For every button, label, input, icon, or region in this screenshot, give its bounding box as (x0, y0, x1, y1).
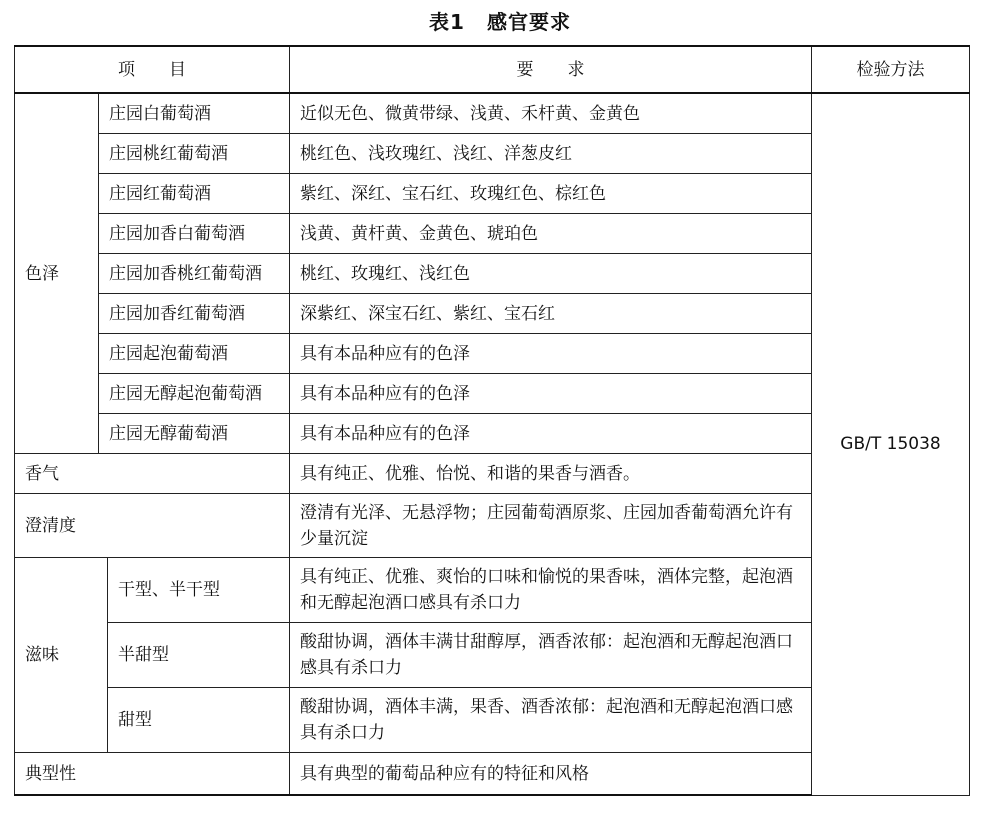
requirement-text: 具有纯正、优雅、爽怡的口味和愉悦的果香味，酒体完整，起泡酒和无醇起泡酒口感具有杀口力 (290, 558, 812, 623)
wine-type: 庄园加香白葡萄酒 (99, 214, 290, 254)
requirement-text: 浅黄、黄杆黄、金黄色、琥珀色 (290, 214, 812, 254)
header-method: 检验方法 (812, 46, 970, 93)
wine-type: 庄园白葡萄酒 (99, 93, 290, 134)
requirement-text: 具有本品种应有的色泽 (290, 414, 812, 454)
category-aroma: 香气 (15, 454, 290, 494)
header-item: 项 目 (15, 46, 290, 93)
requirement-text: 具有典型的葡萄品种应有的特征和风格 (290, 753, 812, 796)
table-number: 表1 (429, 10, 465, 34)
wine-type: 庄园无醇起泡葡萄酒 (99, 374, 290, 414)
table-title: 感官要求 (486, 10, 571, 34)
requirement-text: 深紫红、深宝石红、紫红、宝石红 (290, 294, 812, 334)
requirement-text: 紫红、深红、宝石红、玫瑰红色、棕红色 (290, 174, 812, 214)
table-header-row (15, 46, 970, 93)
requirement-text: 桃红、玫瑰红、浅红色 (290, 254, 812, 294)
requirement-text: 具有本品种应有的色泽 (290, 334, 812, 374)
requirement-text: 澄清有光泽、无悬浮物；庄园葡萄酒原浆、庄园加香葡萄酒允许有少量沉淀 (290, 494, 812, 558)
wine-type: 庄园无醇葡萄酒 (99, 414, 290, 454)
header-requirement: 要 求 (290, 46, 812, 93)
requirement-text: 酸甜协调，酒体丰满，果香、酒香浓郁：起泡酒和无醇起泡酒口感具有杀口力 (290, 688, 812, 753)
table-caption (0, 6, 1000, 35)
wine-type: 庄园桃红葡萄酒 (99, 134, 290, 174)
wine-type: 庄园加香红葡萄酒 (99, 294, 290, 334)
table-row (15, 93, 970, 134)
category-typicality: 典型性 (15, 753, 290, 796)
category-taste: 滋味 (15, 558, 108, 753)
requirement-text: 具有本品种应有的色泽 (290, 374, 812, 414)
requirement-text: 具有纯正、优雅、怡悦、和谐的果香与酒香。 (290, 454, 812, 494)
requirement-text: 近似无色、微黄带绿、浅黄、禾杆黄、金黄色 (290, 93, 812, 134)
wine-type: 庄园红葡萄酒 (99, 174, 290, 214)
category-clarity: 澄清度 (15, 494, 290, 558)
requirement-text: 桃红色、浅玫瑰红、浅红、洋葱皮红 (290, 134, 812, 174)
requirement-text: 酸甜协调，酒体丰满甘甜醇厚，酒香浓郁：起泡酒和无醇起泡酒口感具有杀口力 (290, 623, 812, 688)
category-color: 色泽 (15, 93, 99, 454)
taste-type: 甜型 (108, 688, 290, 753)
sensory-requirements-table (14, 45, 970, 796)
taste-type: 半甜型 (108, 623, 290, 688)
method-value: GB/T 15038 (812, 93, 970, 795)
taste-type: 干型、半干型 (108, 558, 290, 623)
wine-type: 庄园起泡葡萄酒 (99, 334, 290, 374)
wine-type: 庄园加香桃红葡萄酒 (99, 254, 290, 294)
